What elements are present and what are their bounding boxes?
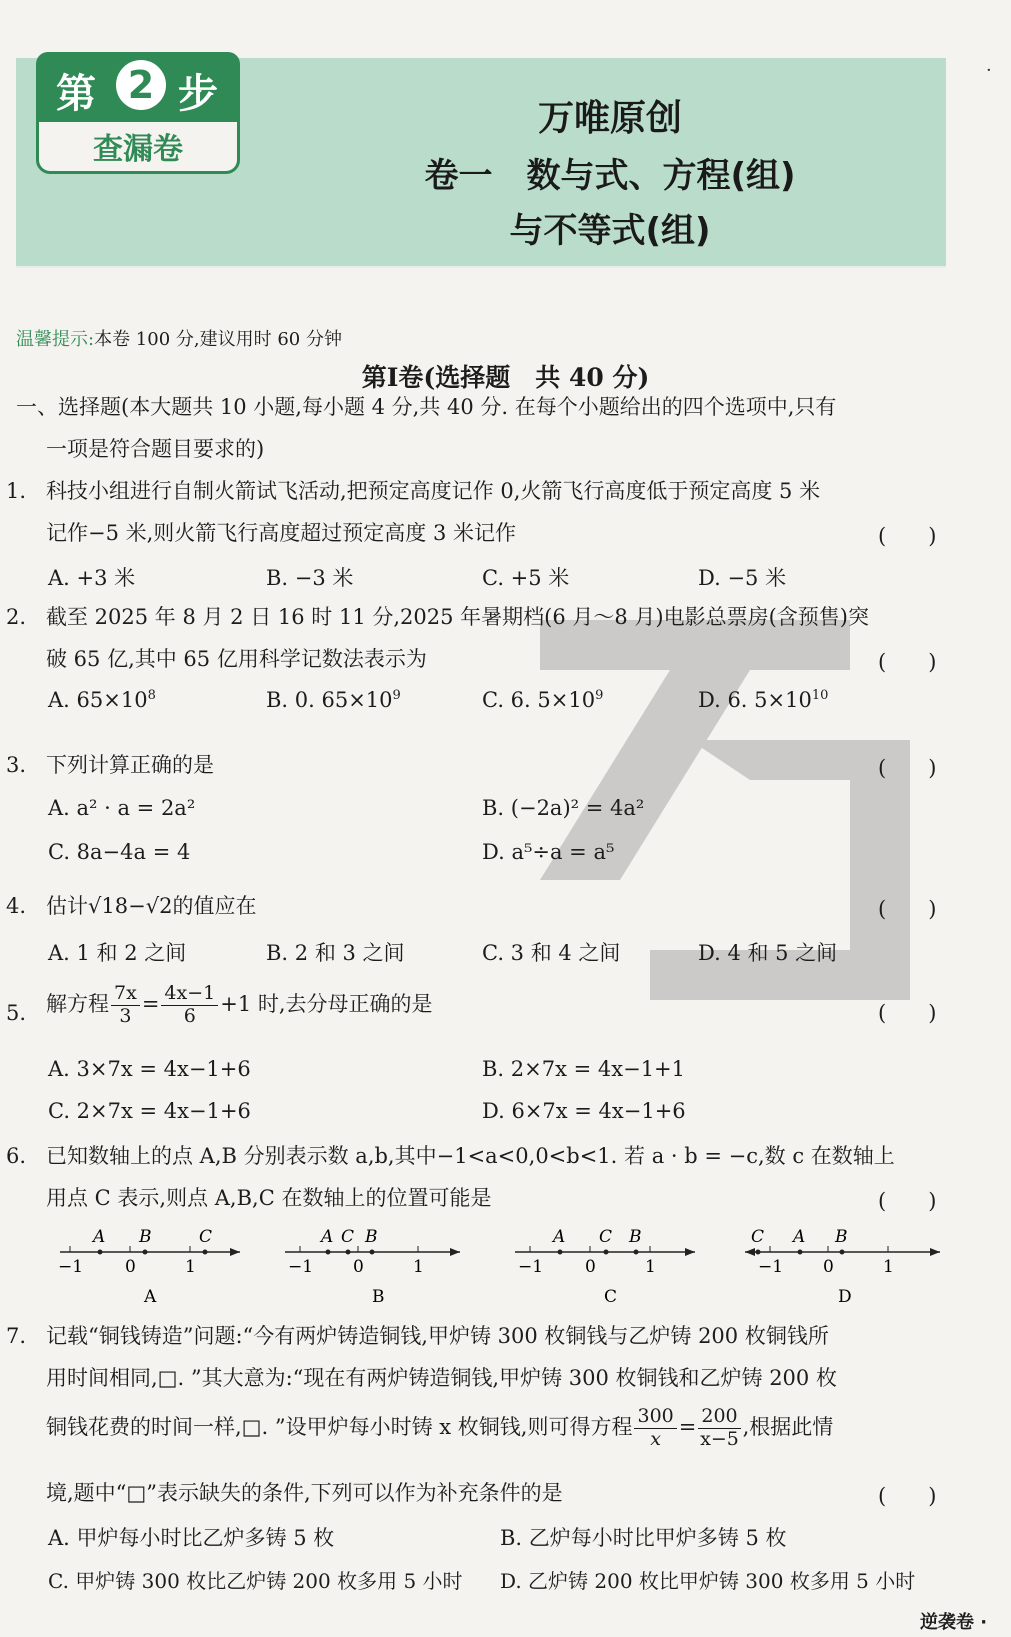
q6d-tick-neg1: −1 — [758, 1257, 784, 1277]
q2-option-d — [698, 688, 828, 712]
q6d-point-3: B — [835, 1227, 848, 1247]
q7-frac2-den: x−5 — [700, 1427, 739, 1450]
q5-answer-paren: ( ) — [878, 1001, 937, 1025]
q6d-tick-1: 1 — [883, 1257, 894, 1277]
q6c-tick-1: 1 — [645, 1257, 656, 1277]
q7-option-d: D. 乙炉铸 200 枚比甲炉铸 300 枚多用 5 小时 — [500, 1569, 916, 1593]
q7-frac2-num: 200 — [698, 1406, 740, 1429]
brand-title: 万唯原创 — [537, 98, 682, 139]
q1-line2: 记作−5 米,则火箭飞行高度超过预定高度 3 米记作 — [46, 521, 517, 545]
q6a-label: A — [144, 1287, 157, 1307]
q6b-tick-neg1: −1 — [288, 1257, 314, 1277]
q1-number: 1. — [6, 479, 27, 503]
q7-line4: 境,题中“□”表示缺失的条件,下列可以作为补充条件的是 — [46, 1481, 563, 1505]
q7-eq: = — [678, 1414, 697, 1439]
q4-answer-paren: ( ) — [878, 897, 937, 921]
q2-option-b-exp: 9 — [392, 688, 401, 703]
q6-diagram-a — [58, 1227, 240, 1307]
step-badge-top — [36, 52, 240, 122]
q6-number-lines — [0, 1222, 1011, 1312]
q7-option-c: C. 甲炉铸 300 枚比乙炉铸 200 枚多用 5 小时 — [48, 1569, 463, 1593]
section-heading-line2: 一项是符合题目要求的) — [46, 437, 265, 461]
q4-option-b: B. 2 和 3 之间 — [266, 941, 405, 965]
q7-line3-tail: ,根据此情 — [742, 1414, 834, 1439]
q4-number: 4. — [6, 894, 27, 918]
part-title: 第Ⅰ卷(选择题 共 40 分) — [361, 363, 650, 392]
q6b-tick-0: 0 — [353, 1257, 364, 1277]
step-number: 2 — [116, 60, 166, 110]
edge-mark: · — [986, 60, 992, 81]
q3-option-a: A. a² · a = 2a² — [48, 796, 196, 820]
q5-option-c: C. 2×7x = 4x−1+6 — [48, 1099, 251, 1123]
q2-option-a — [48, 688, 156, 712]
page-title-line2: 与不等式(组) — [509, 211, 711, 251]
q7-option-b: B. 乙炉每小时比甲炉多铸 5 枚 — [500, 1526, 787, 1550]
q5-frac2-num: 4x−1 — [161, 983, 218, 1006]
q3-option-d: D. a⁵÷a = a⁵ — [482, 840, 615, 864]
section-heading-line1: 一、选择题(本大题共 10 小题,每小题 4 分,共 40 分. 在每个小题给出的四个选项中,只有 — [16, 395, 837, 419]
q3-answer-paren: ( ) — [878, 756, 937, 780]
q5-option-a: A. 3×7x = 4x−1+6 — [48, 1057, 251, 1081]
q6a-tick-0: 0 — [125, 1257, 136, 1277]
q1-answer-paren: ( ) — [878, 524, 937, 548]
q6c-point-2: C — [599, 1227, 613, 1247]
q6d-label: D — [838, 1287, 852, 1307]
q5-tail: +1 时,去分母正确的是 — [220, 991, 433, 1016]
q2-option-c-text: C. 6. 5×10 — [482, 688, 596, 712]
q5-fraction-1 — [111, 983, 140, 1028]
q5-lead: 解方程 — [46, 991, 109, 1016]
step-suffix: 步 — [178, 71, 218, 117]
q7-line3 — [46, 1406, 833, 1451]
q6a-point-2: B — [139, 1227, 152, 1247]
q1-line1: 科技小组进行自制火箭试飞活动,把预定高度记作 0,火箭飞行高度低于预定高度 5 米 — [46, 479, 821, 503]
q5-frac1-num: 7x — [111, 983, 140, 1006]
q5-number: 5. — [6, 1001, 27, 1025]
q4-option-a: A. 1 和 2 之间 — [48, 941, 187, 965]
q6c-point-1: A — [553, 1227, 566, 1247]
step-prefix: 第 — [56, 71, 96, 117]
q6b-point-2: C — [341, 1227, 355, 1247]
page-title-line1: 卷一 数与式、方程(组) — [424, 156, 796, 196]
tip-text: 本卷 100 分,建议用时 60 分钟 — [94, 329, 342, 350]
q6-diagram-d — [745, 1227, 940, 1307]
q2-option-b — [266, 688, 401, 712]
q2-option-a-exp: 8 — [147, 688, 156, 703]
q3-number: 3. — [6, 753, 27, 777]
q5-fraction-2 — [161, 983, 218, 1028]
q1-option-d: D. −5 米 — [698, 566, 787, 590]
q1-option-b: B. −3 米 — [266, 566, 354, 590]
q2-answer-paren: ( ) — [878, 650, 937, 674]
q4-line1: 估计√18−√2的值应在 — [46, 894, 257, 918]
tip — [16, 325, 342, 351]
q6d-point-2: A — [793, 1227, 806, 1247]
q5-eq: = — [141, 991, 160, 1016]
q7-option-a: A. 甲炉每小时比乙炉多铸 5 枚 — [48, 1526, 335, 1550]
q6-line1: 已知数轴上的点 A,B 分别表示数 a,b,其中−1<a<0,0<b<1. 若 a · b = −c,数 c 在数轴上 — [46, 1144, 895, 1168]
q5-frac2-den: 6 — [183, 1004, 196, 1027]
q6a-point-3: C — [199, 1227, 213, 1247]
q7-fraction-2 — [698, 1406, 740, 1451]
q7-frac1-den: x — [650, 1427, 661, 1450]
q2-line2: 破 65 亿,其中 65 亿用科学记数法表示为 — [46, 647, 427, 671]
tip-label: 温馨提示: — [16, 329, 95, 350]
q6d-tick-0: 0 — [823, 1257, 834, 1277]
q2-option-c-exp: 9 — [595, 688, 604, 703]
q6b-point-3: B — [365, 1227, 378, 1247]
q6-diagram-c — [515, 1227, 695, 1307]
q5-line1 — [46, 983, 433, 1028]
q6-number: 6. — [6, 1144, 27, 1168]
q4-option-d: D. 4 和 5 之间 — [698, 941, 838, 965]
q3-option-b: B. (−2a)² = 4a² — [482, 796, 645, 820]
q7-fraction-1 — [634, 1406, 676, 1451]
page-footer: 逆袭卷 · — [920, 1612, 988, 1633]
q5-option-b: B. 2×7x = 4x−1+1 — [482, 1057, 686, 1081]
q6c-tick-0: 0 — [585, 1257, 596, 1277]
q7-line1: 记载“铜钱铸造”问题:“今有两炉铸造铜钱,甲炉铸 300 枚铜钱与乙炉铸 200 枚铜钱所 — [46, 1324, 829, 1348]
q1-option-a: A. +3 米 — [48, 566, 136, 590]
q3-line1: 下列计算正确的是 — [46, 753, 214, 777]
q6b-label: B — [372, 1287, 385, 1307]
q7-answer-paren: ( ) — [878, 1484, 937, 1508]
q6a-tick-1: 1 — [185, 1257, 196, 1277]
q6c-label: C — [604, 1287, 618, 1307]
q6d-point-1: C — [751, 1227, 765, 1247]
q6b-point-1: A — [321, 1227, 334, 1247]
q2-option-a-text: A. 65×10 — [48, 688, 148, 712]
q5-frac1-den: 3 — [119, 1004, 132, 1027]
q7-line2: 用时间相同,□. ”其大意为:“现在有两炉铸造铜钱,甲炉铸 300 枚铜钱和乙炉铸 200 枚 — [46, 1366, 837, 1390]
q2-line1: 截至 2025 年 8 月 2 日 16 时 11 分,2025 年暑期档(6 月～8 月)电影总票房(含预售)突 — [46, 605, 869, 629]
q6-line2: 用点 C 表示,则点 A,B,C 在数轴上的位置可能是 — [46, 1186, 492, 1210]
q2-option-d-exp: 10 — [811, 688, 829, 703]
q4-option-c: C. 3 和 4 之间 — [482, 941, 621, 965]
step-sub-label: 查漏卷 — [93, 132, 183, 167]
q2-number: 2. — [6, 605, 27, 629]
q6a-point-1: A — [93, 1227, 106, 1247]
q2-option-c — [482, 688, 603, 712]
q6a-tick-neg1: −1 — [58, 1257, 84, 1277]
q6-answer-paren: ( ) — [878, 1189, 937, 1213]
q2-option-d-text: D. 6. 5×10 — [698, 688, 812, 712]
q7-number: 7. — [6, 1324, 27, 1348]
q7-frac1-num: 300 — [634, 1406, 676, 1429]
q3-option-c: C. 8a−4a = 4 — [48, 840, 191, 864]
q6-diagram-b — [285, 1227, 460, 1307]
q6c-tick-neg1: −1 — [518, 1257, 544, 1277]
q6b-tick-1: 1 — [413, 1257, 424, 1277]
q5-option-d: D. 6×7x = 4x−1+6 — [482, 1099, 686, 1123]
q2-option-b-text: B. 0. 65×10 — [266, 688, 393, 712]
q7-line3-lead: 铜钱花费的时间一样,□. ”设甲炉每小时铸 x 枚铜钱,则可得方程 — [46, 1414, 633, 1439]
q6c-point-3: B — [629, 1227, 642, 1247]
q1-option-c: C. +5 米 — [482, 566, 570, 590]
